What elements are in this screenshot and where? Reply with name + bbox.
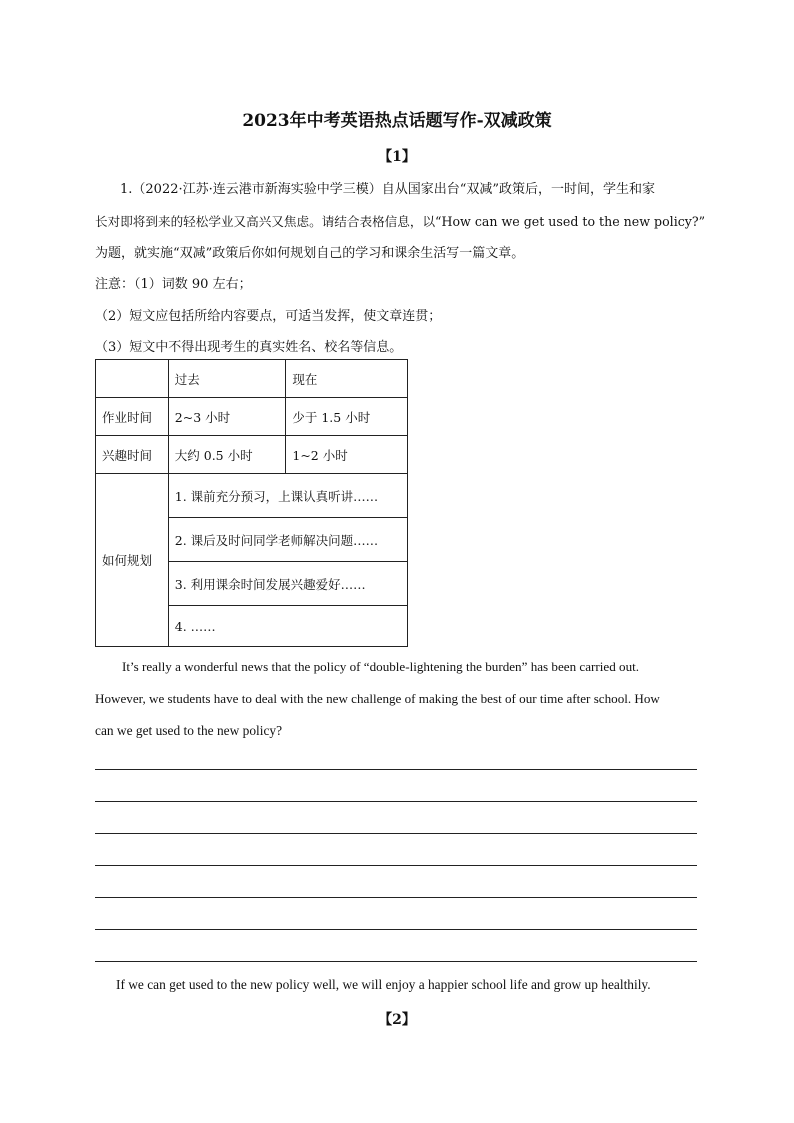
question-line-3: 为题，就实施“双减”政策后你如何规划自己的学习和课余生活写一篇文章。 (95, 246, 525, 261)
answer-line (95, 865, 697, 866)
row-label: 作业时间 (96, 398, 169, 436)
passage-line-2: However, we students have to deal with the new challenge of making the best of our time after school. How (95, 691, 660, 706)
page-title: 2023年中考英语热点话题写作-双减政策 (242, 111, 552, 131)
question-line-2: 长对即将到来的轻松学业又高兴又焦虑。请结合表格信息，以“How can we get used to the new policy?” (95, 214, 706, 229)
info-table (95, 359, 408, 647)
answer-line (95, 961, 697, 962)
note-2: （2）短文应包括所给内容要点，可适当发挥，使文章连贯； (95, 309, 442, 324)
note-1: 注意：（1）词数 90 左右； (95, 277, 252, 292)
row-label: 如何规划 (96, 474, 169, 647)
table-row (96, 474, 408, 518)
plan-item: 1. 课前充分预习，上课认真听讲…… (168, 474, 407, 518)
closing-sentence: If we can get used to the new policy well, we will enjoy a happier school life and grow up healthily. (116, 977, 651, 992)
plan-item: 2. 课后及时问同学老师解决问题…… (168, 518, 407, 562)
answer-line (95, 833, 697, 834)
table-row (96, 398, 408, 436)
table-header-cell: 现在 (286, 360, 408, 398)
table-header-cell: 过去 (168, 360, 286, 398)
table-header-row (96, 360, 408, 398)
answer-line (95, 801, 697, 802)
table-cell: 少于 1.5 小时 (286, 398, 408, 436)
passage-line-3: can we get used to the new policy? (95, 723, 283, 738)
table-cell: 2~3 小时 (168, 398, 286, 436)
note-3: （3）短文中不得出现考生的真实姓名、校名等信息。 (95, 340, 403, 355)
table-cell: 1~2 小时 (286, 436, 408, 474)
answer-line (95, 929, 697, 930)
table-row (96, 436, 408, 474)
row-label: 兴趣时间 (96, 436, 169, 474)
answer-line (95, 769, 697, 770)
section-marker-2: 【2】 (378, 1012, 416, 1028)
question-line-1: 1.（2022·江苏·连云港市新海实验中学三模）自从国家出台“双减”政策后，一时间，学生和家 (120, 182, 656, 197)
plan-item: 4. …… (168, 606, 407, 647)
table-header-cell (96, 360, 169, 398)
answer-line (95, 897, 697, 898)
passage-line-1: It’s really a wonderful news that the policy of “double-lightening the burden” has been carried out. (122, 659, 640, 674)
plan-item: 3. 利用课余时间发展兴趣爱好…… (168, 562, 407, 606)
section-marker-1: 【1】 (378, 149, 416, 165)
table-cell: 大约 0.5 小时 (168, 436, 286, 474)
